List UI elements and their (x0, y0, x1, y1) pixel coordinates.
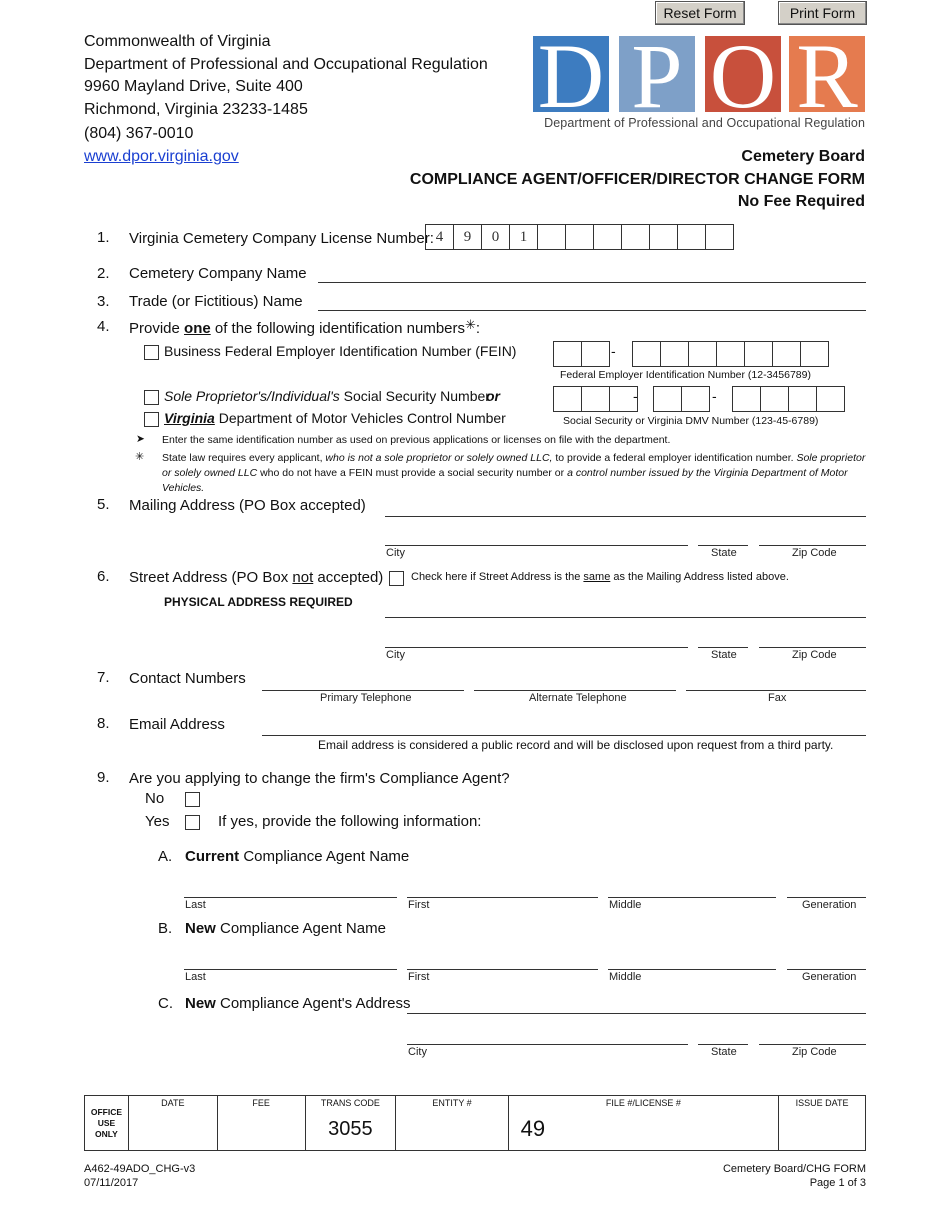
company-name-field[interactable] (318, 282, 866, 283)
license-digit-cell[interactable]: 0 (481, 224, 510, 250)
section-c-letter: C. (158, 995, 173, 1012)
print-form-button[interactable]: Print Form (778, 1, 867, 25)
mailing-state-field[interactable] (698, 545, 748, 546)
license-digit-cell[interactable] (537, 224, 566, 250)
license-digit-cell[interactable] (621, 224, 650, 250)
footer-page: Page 1 of 3 (809, 1177, 866, 1189)
q2-number: 2. (97, 265, 110, 282)
license-number-cells[interactable] (425, 224, 733, 250)
section-a-letter: A. (158, 848, 173, 865)
section-b-rest: Compliance Agent Name (215, 920, 386, 937)
q9-yes-checkbox[interactable] (185, 815, 200, 830)
form-title-block (410, 146, 865, 214)
section-b-bold: New (185, 920, 216, 937)
same-address-same: same (583, 571, 611, 583)
note2-f: who do not have a FEIN must provide a social security number or (257, 467, 568, 479)
q9-no-checkbox[interactable] (185, 792, 200, 807)
mailing-zip-label: Zip Code (792, 547, 837, 559)
ssn-cells-a[interactable] (553, 386, 637, 412)
q7-number: 7. (97, 669, 110, 686)
footer-form-name: Cemetery Board/CHG FORM (722, 1163, 866, 1175)
section-a-label (185, 848, 409, 865)
dmv-checkbox[interactable] (144, 412, 159, 427)
office-file-cell (508, 1096, 779, 1151)
fein-digit-cell[interactable] (688, 341, 717, 367)
license-digit-cell[interactable] (677, 224, 706, 250)
q4-number: 4. (97, 318, 110, 335)
footer-form-code: A462-49ADO_CHG-v3 (84, 1163, 196, 1175)
q3-number: 3. (97, 293, 110, 310)
fax-label: Fax (768, 692, 787, 704)
license-digit-cell[interactable] (593, 224, 622, 250)
section-a-rest: Compliance Agent Name (239, 848, 410, 865)
agency-line-2: Department of Professional and Occupational Regulation (84, 55, 488, 73)
ssn-label (164, 388, 490, 404)
street-city-field[interactable] (385, 647, 688, 648)
agency-phone: (804) 367-0010 (84, 125, 194, 142)
q5-number: 5. (97, 496, 110, 513)
email-field[interactable] (262, 735, 866, 736)
or-label: or (486, 388, 500, 404)
ssn-cells-c[interactable] (732, 386, 844, 412)
new-agent-state-label: State (711, 1046, 737, 1058)
current-last-label: Last (185, 899, 206, 911)
asterisk-bullet-icon: ✳ (135, 451, 145, 463)
q6-label-post: accepted) (313, 569, 384, 586)
fein-digit-cell[interactable] (800, 341, 829, 367)
fein-digit-cell[interactable] (772, 341, 801, 367)
note2-b: who is not a sole proprietor or solely owned LLC, (325, 452, 553, 464)
note-2 (162, 451, 868, 496)
current-first-field[interactable] (407, 897, 598, 898)
section-a-bold: Current (185, 848, 240, 865)
office-fee-cell (217, 1096, 305, 1151)
agency-line-4: Richmond, Virginia 23233-1485 (84, 100, 308, 118)
q6-label-not: not (292, 569, 314, 586)
current-generation-label: Generation (802, 899, 857, 911)
q4-label-pre: Provide (129, 320, 185, 337)
dpor-logo (533, 36, 865, 112)
note2-a: State law requires every applicant, (162, 452, 326, 464)
license-digit-cell[interactable] (565, 224, 594, 250)
section-b-label (185, 920, 386, 937)
mailing-city-field[interactable] (385, 545, 688, 546)
ssn-cells-b[interactable] (653, 386, 709, 412)
office-file-label: FILE #/LICENSE # (605, 1098, 681, 1108)
street-state-label: State (711, 649, 737, 661)
q5-label: Mailing Address (PO Box accepted) (129, 497, 366, 514)
ssn-digit-cell[interactable] (681, 386, 710, 412)
office-entity-label: ENTITY # (432, 1098, 472, 1108)
office-issue-label: ISSUE DATE (795, 1098, 849, 1108)
footer-left (84, 1162, 195, 1190)
current-middle-label: Middle (609, 899, 642, 911)
office-fee-label: FEE (252, 1098, 270, 1108)
ssn-digit-cell[interactable] (653, 386, 682, 412)
note2-g: a control number issued by the Virginia Department of Motor Vehicles. (162, 467, 848, 494)
arrow-bullet-icon: ➤ (136, 433, 145, 445)
new-agent-zip-field[interactable] (759, 1044, 866, 1045)
new-agent-state-field[interactable] (698, 1044, 748, 1045)
section-b-letter: B. (158, 920, 173, 937)
q9-yes-note: If yes, provide the following information: (218, 813, 482, 830)
office-trans-value: 3055 (328, 1118, 373, 1140)
ssn-label-italic: Sole Proprietor's/Individual's (164, 388, 340, 404)
ssn-label-rest: Social Security Number (339, 388, 490, 404)
q4-label-one: one (184, 320, 211, 337)
q7-label: Contact Numbers (129, 670, 246, 687)
q4-label-post: of the following identification numbers (210, 320, 466, 337)
board-name: Cemetery Board (741, 148, 865, 165)
fein-caption: Federal Employer Identification Number (12-3456789) (560, 369, 811, 381)
office-use-table (84, 1095, 866, 1151)
mailing-city-label: City (386, 547, 405, 559)
section-c-bold: New (185, 995, 216, 1012)
physical-address-required: PHYSICAL ADDRESS REQUIRED (164, 595, 353, 609)
note2-c: to provide a federal employer identification number. (552, 452, 797, 464)
new-middle-label: Middle (609, 971, 642, 983)
current-last-field[interactable] (184, 897, 397, 898)
q9-label: Are you applying to change the firm's Compliance Agent? (129, 770, 510, 787)
q4-label: Provide one of the following identification numbers✳: (129, 317, 481, 337)
mailing-address-field[interactable] (385, 516, 866, 517)
q6-label-pre: Street Address (PO Box (129, 569, 293, 586)
q1-label: Virginia Cemetery Company License Number: (129, 230, 434, 247)
fein-digit-cell[interactable] (660, 341, 689, 367)
ssn-checkbox[interactable] (144, 390, 159, 405)
q9-number: 9. (97, 769, 110, 786)
ssn-dash-1: - (633, 388, 638, 404)
office-issue-cell (779, 1096, 866, 1151)
current-generation-field[interactable] (787, 897, 866, 898)
primary-phone-label: Primary Telephone (320, 692, 412, 704)
reset-form-button[interactable]: Reset Form (655, 1, 745, 25)
new-agent-zip-label: Zip Code (792, 1046, 837, 1058)
ssn-digit-cell[interactable] (732, 386, 761, 412)
logo-tile-p: P (619, 36, 695, 112)
ssn-dash-2: - (712, 388, 717, 404)
section-c-rest: Compliance Agent's Address (215, 995, 411, 1012)
new-first-label: First (408, 971, 430, 983)
dmv-label-virginia: Virginia (164, 410, 215, 426)
logo-tile-r: R (789, 36, 865, 112)
ssn-digit-cell[interactable] (788, 386, 817, 412)
fein-label: Business Federal Employer Identification Number (FEIN) (164, 343, 517, 359)
street-address-field[interactable] (385, 617, 866, 618)
new-agent-address-field[interactable] (407, 1013, 866, 1014)
footer-date: 07/11/2017 (84, 1177, 139, 1189)
current-middle-field[interactable] (608, 897, 776, 898)
new-first-field[interactable] (407, 969, 598, 970)
q3-label: Trade (or Fictitious) Name (129, 293, 303, 310)
q6-number: 6. (97, 568, 110, 585)
fein-digit-cell[interactable] (581, 341, 610, 367)
logo-caption: Department of Professional and Occupational Regulation (544, 116, 865, 130)
fein-digit-cell[interactable] (744, 341, 773, 367)
fein-digit-cell[interactable] (632, 341, 661, 367)
agency-line-3: 9960 Mayland Drive, Suite 400 (84, 78, 303, 95)
office-use-label: OFFICE USE ONLY (85, 1096, 129, 1151)
form-title: COMPLIANCE AGENT/OFFICER/DIRECTOR CHANGE FORM (409, 170, 865, 188)
section-c-label (185, 995, 411, 1012)
mailing-state-label: State (711, 547, 737, 559)
office-date-cell (128, 1096, 217, 1151)
email-note: Email address is considered a public record and will be disclosed upon request from a third party. (318, 738, 834, 752)
current-first-label: First (408, 899, 430, 911)
license-digit-cell[interactable] (649, 224, 678, 250)
trade-name-field[interactable] (318, 310, 866, 311)
agency-website-link[interactable]: www.dpor.virginia.gov (84, 147, 239, 165)
alternate-phone-field[interactable] (474, 690, 676, 691)
license-digit-cell[interactable]: 1 (509, 224, 538, 250)
license-digit-cell[interactable]: 9 (453, 224, 482, 250)
license-digit-cell[interactable]: 4 (425, 224, 454, 250)
street-zip-label: Zip Code (792, 649, 837, 661)
alternate-phone-label: Alternate Telephone (529, 692, 627, 704)
q1-number: 1. (97, 229, 110, 246)
fein-cells-b[interactable] (632, 341, 828, 367)
agency-line-1: Commonwealth of Virginia (84, 33, 271, 50)
fein-digit-cell[interactable] (716, 341, 745, 367)
same-address-pre: Check here if Street Address is the (411, 571, 584, 583)
new-generation-label: Generation (802, 971, 857, 983)
logo-tile-d: D (533, 36, 609, 112)
primary-phone-field[interactable] (262, 690, 464, 691)
q9-yes-label: Yes (145, 813, 170, 830)
q8-number: 8. (97, 715, 110, 732)
fein-digit-cell[interactable] (553, 341, 582, 367)
new-last-field[interactable] (184, 969, 397, 970)
logo-tile-o: O (705, 36, 781, 112)
street-state-field[interactable] (698, 647, 748, 648)
ssn-digit-cell[interactable] (760, 386, 789, 412)
q6-label (129, 569, 383, 586)
office-trans-cell (305, 1096, 396, 1151)
ssn-digit-cell[interactable] (816, 386, 845, 412)
same-address-post: as the Mailing Address listed above. (610, 571, 789, 583)
q9-no-label: No (145, 790, 165, 807)
new-agent-city-field[interactable] (407, 1044, 688, 1045)
footer-right (723, 1162, 866, 1190)
ssn-digit-cell[interactable] (553, 386, 582, 412)
same-address-checkbox[interactable] (389, 571, 404, 586)
office-file-value: 49 (520, 1116, 546, 1141)
new-last-label: Last (185, 971, 206, 983)
note2-e: solely owned LLC (174, 467, 258, 479)
street-city-label: City (386, 649, 405, 661)
note-1: Enter the same identification number as used on previous applications or licenses on file with the department. (162, 434, 671, 446)
office-trans-label: TRANS CODE (320, 1098, 380, 1108)
fein-dash: - (611, 343, 616, 359)
fax-field[interactable] (686, 690, 866, 691)
license-digit-cell[interactable] (705, 224, 734, 250)
ssn-caption: Social Security or Virginia DMV Number (123-45-6789) (563, 415, 819, 427)
mailing-zip-field[interactable] (759, 545, 866, 546)
fein-cells-a[interactable] (553, 341, 609, 367)
new-agent-city-label: City (408, 1046, 427, 1058)
office-date-label: DATE (161, 1098, 185, 1108)
fein-checkbox[interactable] (144, 345, 159, 360)
q2-label: Cemetery Company Name (129, 265, 307, 282)
dmv-label-rest: Department of Motor Vehicles Control Number (214, 410, 506, 426)
new-generation-field[interactable] (787, 969, 866, 970)
q8-label: Email Address (129, 716, 225, 733)
fee-note: No Fee Required (737, 193, 865, 210)
ssn-digit-cell[interactable] (581, 386, 610, 412)
new-middle-field[interactable] (608, 969, 776, 970)
dmv-label (164, 410, 506, 426)
asterisk-icon: ✳ (465, 317, 476, 332)
same-address-label (411, 571, 789, 583)
note2-d: Sole proprietor or (162, 452, 866, 479)
office-entity-cell (396, 1096, 508, 1151)
street-zip-field[interactable] (759, 647, 866, 648)
